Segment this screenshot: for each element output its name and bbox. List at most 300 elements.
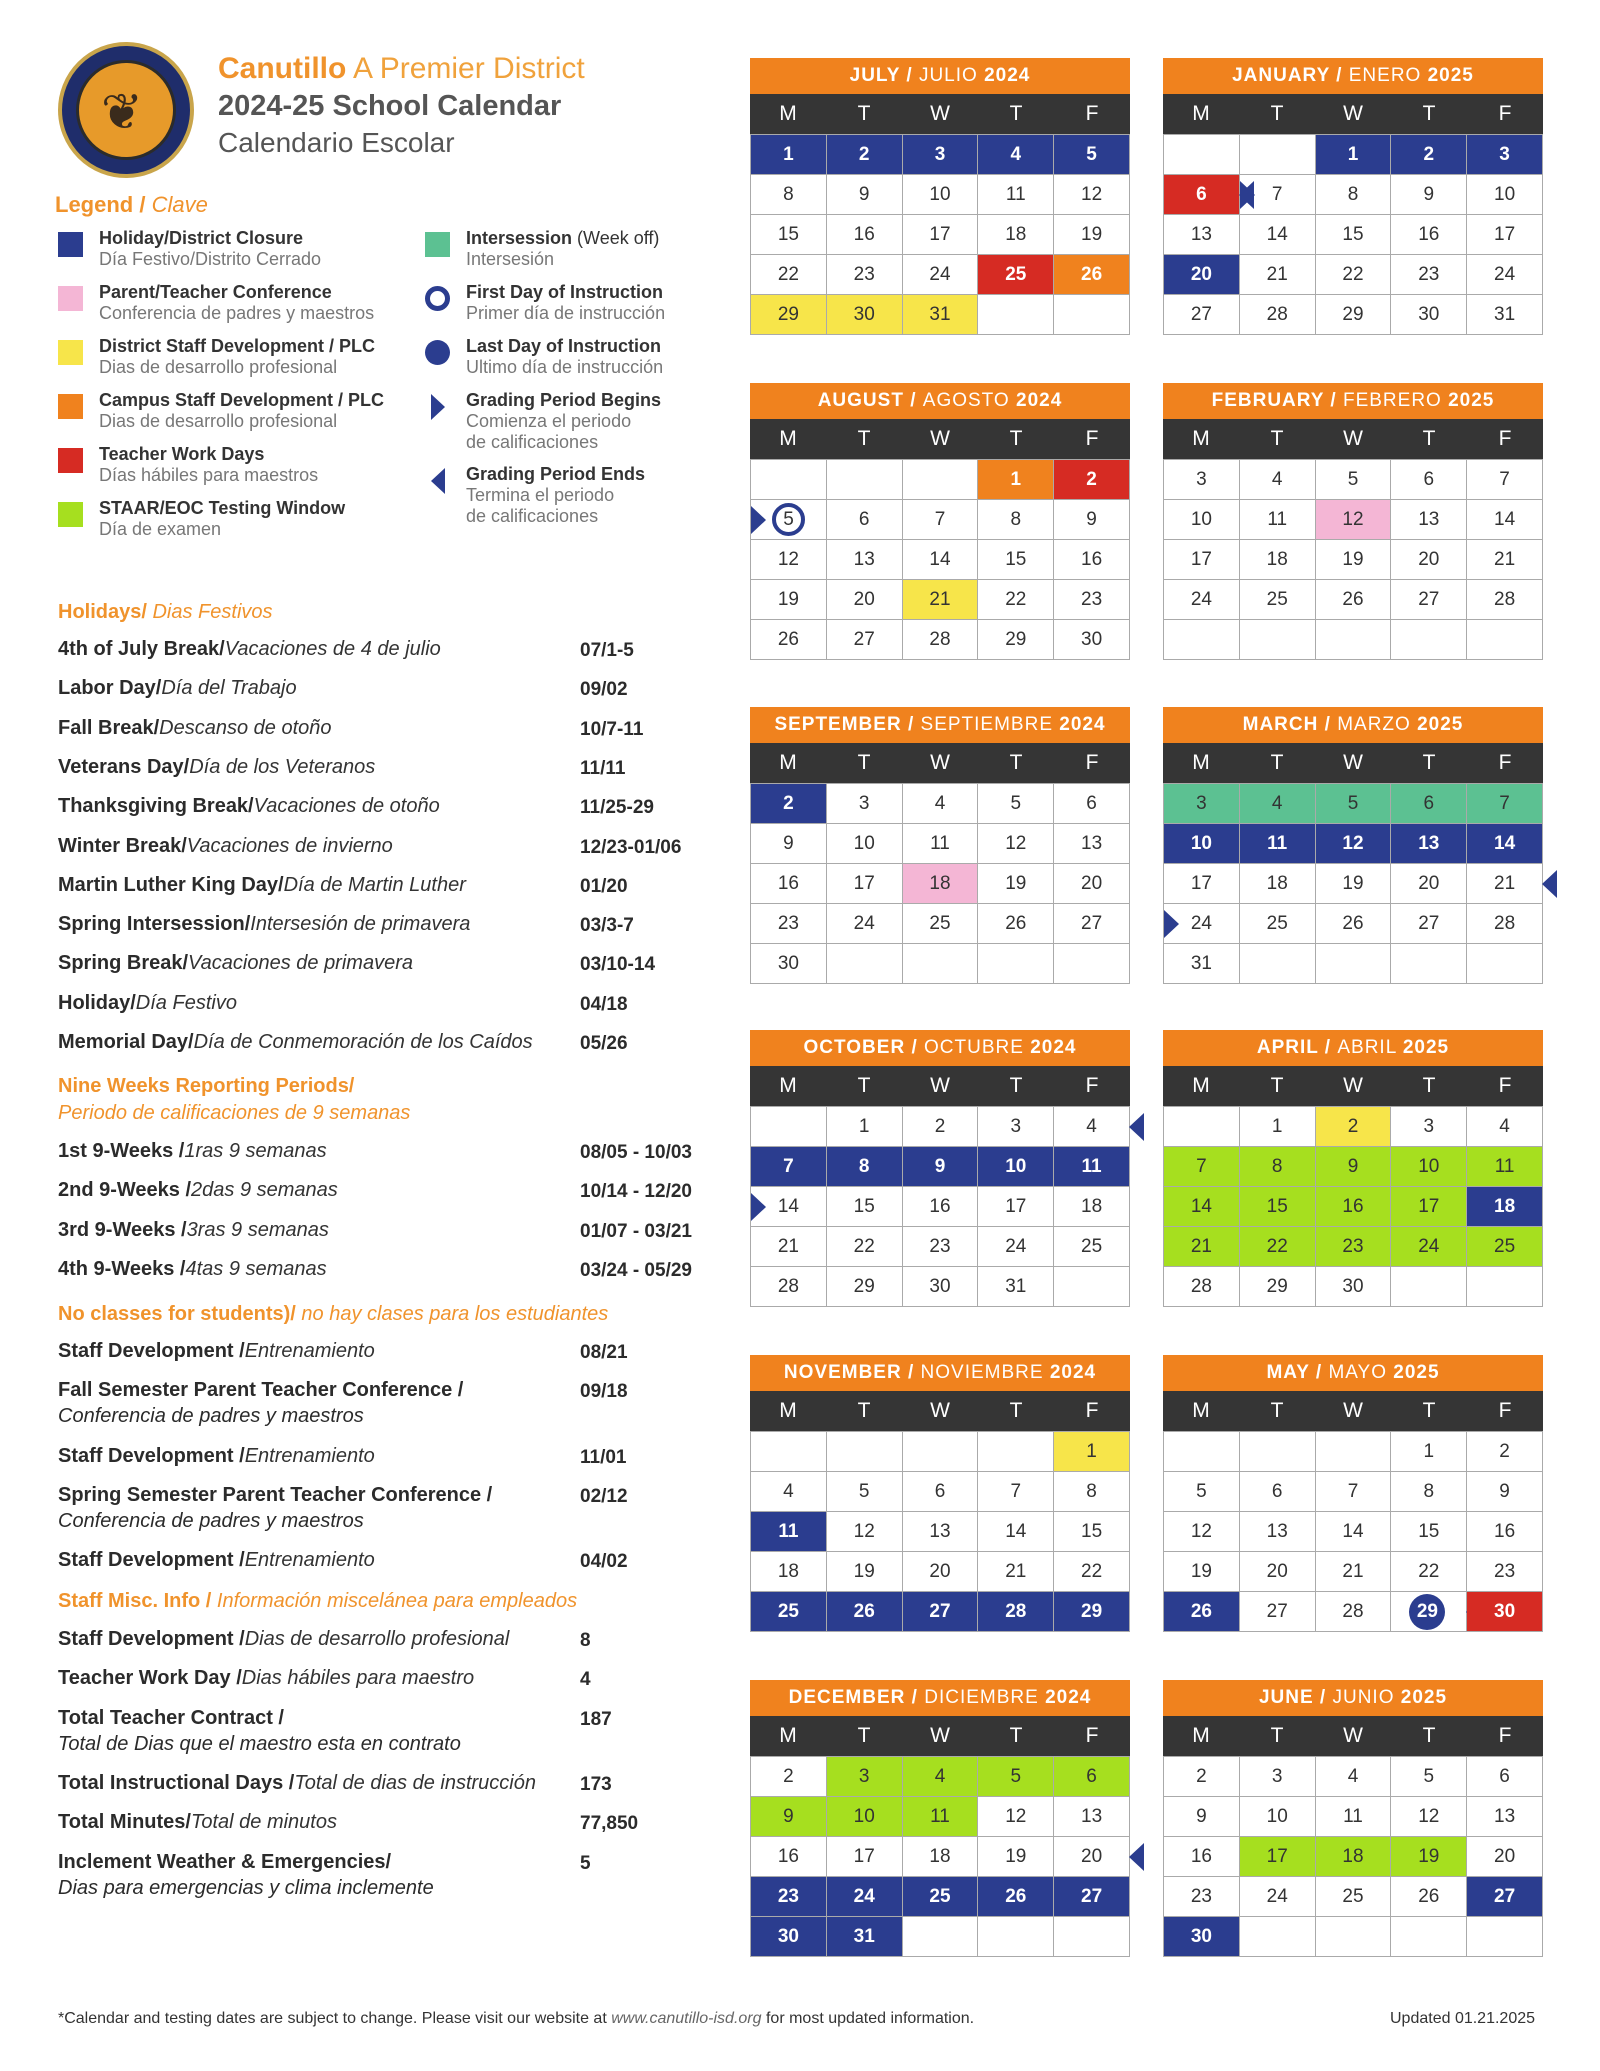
calendar-day[interactable]: 24 [827, 904, 903, 944]
calendar-day[interactable]: 15 [827, 1187, 903, 1227]
calendar-day[interactable]: 8 [1316, 175, 1392, 215]
calendar-day[interactable]: 22 [1316, 255, 1392, 295]
calendar-day[interactable]: 4 [1054, 1107, 1130, 1147]
calendar-day[interactable]: 6 [1391, 460, 1467, 500]
calendar-day[interactable]: 10 [1391, 1147, 1467, 1187]
calendar-day[interactable]: 23 [1467, 1552, 1543, 1592]
calendar-day[interactable]: 22 [827, 1227, 903, 1267]
calendar-day[interactable]: 25 [1467, 1227, 1543, 1267]
calendar-day[interactable]: 22 [1391, 1552, 1467, 1592]
calendar-day[interactable]: 24 [1467, 255, 1543, 295]
calendar-day[interactable]: 11 [1240, 824, 1316, 864]
calendar-day[interactable]: 9 [1054, 500, 1130, 540]
weekday-label: T [857, 1399, 871, 1422]
calendar-day[interactable]: 6 [1467, 1757, 1543, 1797]
calendar-week [1164, 824, 1543, 864]
calendar-day[interactable]: 6 [1054, 784, 1130, 824]
calendar-day[interactable]: 18 [1240, 864, 1316, 904]
calendar-day[interactable]: 4 [978, 135, 1054, 175]
calendar-day[interactable]: 16 [1316, 1187, 1392, 1227]
calendar-day[interactable]: 27 [1391, 904, 1467, 944]
calendar-day[interactable]: 19 [1316, 864, 1392, 904]
calendar-day[interactable]: 21 [978, 1552, 1054, 1592]
calendar-day[interactable]: 19 [1054, 215, 1130, 255]
calendar-day[interactable]: 7 [1316, 1472, 1392, 1512]
legend-label-es: Ultimo día de instrucción [466, 357, 664, 377]
calendar-day[interactable]: 27 [1054, 1877, 1130, 1917]
calendar-day[interactable]: 10 [903, 175, 979, 215]
calendar-day[interactable]: 12 [1164, 1512, 1240, 1552]
calendar-day[interactable]: 7 [751, 1147, 827, 1187]
calendar-day[interactable]: 26 [751, 620, 827, 660]
calendar-day [1467, 1917, 1543, 1957]
calendar-day[interactable]: 18 [903, 864, 979, 904]
calendar-day[interactable]: 19 [1316, 540, 1392, 580]
legend-swatch [58, 502, 83, 527]
calendar-day[interactable]: 5 [1391, 1757, 1467, 1797]
calendar-day[interactable]: 1 [1240, 1107, 1316, 1147]
calendar-day[interactable]: 15 [751, 215, 827, 255]
calendar-day[interactable]: 24 [978, 1227, 1054, 1267]
calendar-day[interactable]: 25 [751, 1592, 827, 1632]
calendar-day[interactable]: 20 [1240, 1552, 1316, 1592]
calendar-day[interactable]: 22 [978, 580, 1054, 620]
calendar-day[interactable]: 9 [1164, 1797, 1240, 1837]
calendar-day[interactable]: 22 [751, 255, 827, 295]
calendar-day[interactable]: 25 [1240, 904, 1316, 944]
calendar-day[interactable]: 16 [903, 1187, 979, 1227]
calendar-day[interactable]: 18 [751, 1552, 827, 1592]
calendar-day[interactable]: 9 [751, 1797, 827, 1837]
calendar-day[interactable]: 23 [751, 1877, 827, 1917]
calendar-day[interactable]: 26 [978, 904, 1054, 944]
calendar-day[interactable]: 2 [1467, 1432, 1543, 1472]
calendar-day[interactable]: 1 [1391, 1432, 1467, 1472]
calendar-day[interactable]: 25 [1054, 1227, 1130, 1267]
calendar-day[interactable]: 1 [978, 460, 1054, 500]
weekday-label: W [1343, 1724, 1363, 1747]
calendar-day[interactable]: 23 [1391, 255, 1467, 295]
calendar-day[interactable]: 14 [1316, 1512, 1392, 1552]
calendar-day[interactable]: 8 [827, 1147, 903, 1187]
calendar-day[interactable]: 13 [1391, 500, 1467, 540]
calendar-day[interactable]: 8 [751, 175, 827, 215]
calendar-day[interactable]: 19 [1164, 1552, 1240, 1592]
calendar-day[interactable]: 29 [1316, 295, 1392, 335]
calendar-day[interactable]: 30 [1054, 620, 1130, 660]
calendar-day[interactable]: 3 [1391, 1107, 1467, 1147]
calendar-day[interactable]: 3 [1164, 460, 1240, 500]
calendar-day[interactable] [1391, 1592, 1467, 1632]
calendar-day[interactable]: 1 [827, 1107, 903, 1147]
calendar-day[interactable]: 20 [827, 580, 903, 620]
calendar-day[interactable]: 11 [903, 824, 979, 864]
month-header: SEPTEMBER / SEPTIEMBRE 2024 [750, 707, 1130, 743]
calendar-day[interactable]: 7 [1467, 784, 1543, 824]
staff-misc-label: Inclement Weather & Emergencies/ [58, 1850, 392, 1873]
calendar-day[interactable]: 27 [1054, 904, 1130, 944]
weekday-header [750, 419, 1130, 459]
calendar-day[interactable]: 21 [1164, 1227, 1240, 1267]
calendar-day[interactable]: 24 [1240, 1877, 1316, 1917]
calendar-day[interactable]: 25 [1240, 580, 1316, 620]
calendar-day[interactable]: 1 [1054, 1432, 1130, 1472]
calendar-day[interactable]: 15 [1054, 1512, 1130, 1552]
calendar-day[interactable]: 18 [1316, 1837, 1392, 1877]
calendar-day[interactable]: 2 [1054, 460, 1130, 500]
calendar-day[interactable]: 24 [1391, 1227, 1467, 1267]
calendar-day[interactable]: 12 [1054, 175, 1130, 215]
calendar-day[interactable]: 11 [1316, 1797, 1392, 1837]
calendar-day[interactable]: 12 [1391, 1797, 1467, 1837]
calendar-day[interactable]: 4 [1240, 784, 1316, 824]
weekday-header [750, 1716, 1130, 1756]
calendar-day[interactable]: 8 [1240, 1147, 1316, 1187]
calendar-day[interactable]: 12 [978, 824, 1054, 864]
calendar-day[interactable]: 21 [1240, 255, 1316, 295]
calendar-day[interactable]: 5 [1316, 460, 1392, 500]
calendar-day[interactable]: 17 [827, 1837, 903, 1877]
calendar-day[interactable]: 3 [827, 1757, 903, 1797]
calendar-day[interactable]: 20 [1467, 1837, 1543, 1877]
weekday-label: T [1270, 751, 1284, 774]
calendar-week [1164, 1512, 1543, 1552]
legend-label: District Staff Development / PLC [99, 336, 376, 356]
calendar-week [751, 1552, 1130, 1592]
calendar-day[interactable]: 6 [903, 1472, 979, 1512]
calendar-day[interactable]: 19 [1391, 1837, 1467, 1877]
calendar-day[interactable]: 14 [903, 540, 979, 580]
calendar-day[interactable]: 2 [1164, 1757, 1240, 1797]
no-classes-value: 02/12 [580, 1485, 628, 1507]
calendar-day[interactable]: 16 [827, 215, 903, 255]
calendar-day[interactable]: 5 [978, 784, 1054, 824]
calendar-day[interactable]: 20 [1391, 540, 1467, 580]
month-calendar [1163, 707, 1543, 984]
calendar-day[interactable]: 8 [1054, 1472, 1130, 1512]
calendar-day[interactable]: 3 [903, 135, 979, 175]
updated-date: Updated 01.21.2025 [1390, 2010, 1536, 2027]
calendar-day[interactable]: 6 [1164, 175, 1240, 215]
calendar-day[interactable]: 10 [827, 1797, 903, 1837]
calendar-week [751, 1187, 1130, 1227]
calendar-day[interactable]: 9 [903, 1147, 979, 1187]
calendar-day[interactable]: 21 [751, 1227, 827, 1267]
calendar-day[interactable]: 18 [978, 215, 1054, 255]
calendar-day[interactable]: 11 [1240, 500, 1316, 540]
calendar-day[interactable]: 4 [903, 784, 979, 824]
website-link[interactable]: www.canutillo-isd.org [611, 2010, 762, 2027]
calendar-day[interactable]: 29 [827, 1267, 903, 1307]
calendar-day[interactable]: 26 [1054, 255, 1130, 295]
calendar-day[interactable]: 31 [903, 295, 979, 335]
calendar-day[interactable]: 11 [978, 175, 1054, 215]
calendar-day[interactable]: 1 [751, 135, 827, 175]
calendar-day[interactable]: 20 [903, 1552, 979, 1592]
calendar-day[interactable]: 16 [1391, 215, 1467, 255]
calendar-day[interactable]: 28 [1316, 1592, 1392, 1632]
calendar-day[interactable]: 10 [827, 824, 903, 864]
calendar-day[interactable]: 15 [1391, 1512, 1467, 1552]
calendar-day[interactable]: 9 [751, 824, 827, 864]
calendar-day[interactable]: 27 [1391, 580, 1467, 620]
calendar-day[interactable]: 18 [1467, 1187, 1543, 1227]
calendar-day[interactable]: 31 [978, 1267, 1054, 1307]
calendar-day[interactable]: 8 [1391, 1472, 1467, 1512]
calendar-day[interactable]: 11 [1467, 1147, 1543, 1187]
calendar-day[interactable]: 29 [751, 295, 827, 335]
calendar-week [1164, 1917, 1543, 1957]
calendar-day[interactable]: 12 [1316, 824, 1392, 864]
calendar-day[interactable]: 11 [1054, 1147, 1130, 1187]
calendar-day[interactable]: 29 [978, 620, 1054, 660]
calendar-day[interactable]: 15 [1316, 215, 1392, 255]
calendar-day[interactable]: 25 [1316, 1877, 1392, 1917]
month-calendar [1163, 1030, 1543, 1307]
calendar-day[interactable]: 7 [978, 1472, 1054, 1512]
calendar-day[interactable]: 14 [1240, 215, 1316, 255]
calendar-day[interactable]: 5 [978, 1757, 1054, 1797]
calendar-day[interactable]: 29 [1054, 1592, 1130, 1632]
calendar-day[interactable]: 19 [751, 580, 827, 620]
calendar-day[interactable]: 21 [903, 580, 979, 620]
calendar-day[interactable]: 15 [978, 540, 1054, 580]
calendar-day[interactable]: 10 [1467, 175, 1543, 215]
calendar-day[interactable]: 26 [1316, 580, 1392, 620]
calendar-day[interactable]: 14 [978, 1512, 1054, 1552]
calendar-day[interactable]: 5 [827, 1472, 903, 1512]
calendar-day[interactable]: 5 [1054, 135, 1130, 175]
calendar-day[interactable]: 5 [1164, 1472, 1240, 1512]
staff-misc-value: 187 [580, 1708, 612, 1730]
calendar-day[interactable]: 19 [978, 1837, 1054, 1877]
calendar-day[interactable]: 3 [1467, 135, 1543, 175]
calendar-day[interactable]: 28 [1164, 1267, 1240, 1307]
calendar-day[interactable]: 2 [903, 1107, 979, 1147]
calendar-day[interactable]: 3 [978, 1107, 1054, 1147]
calendar-day[interactable]: 26 [978, 1877, 1054, 1917]
calendar-day[interactable]: 18 [1240, 540, 1316, 580]
calendar-day[interactable]: 13 [1391, 824, 1467, 864]
calendar-day[interactable]: 30 [1164, 1917, 1240, 1957]
calendar-day[interactable]: 16 [1467, 1512, 1543, 1552]
calendar-day[interactable]: 4 [1240, 460, 1316, 500]
calendar-day[interactable]: 6 [1391, 784, 1467, 824]
calendar-day[interactable]: 8 [978, 500, 1054, 540]
calendar-day [1240, 1917, 1316, 1957]
calendar-day [1054, 1267, 1130, 1307]
calendar-day[interactable]: 10 [1164, 824, 1240, 864]
calendar-day[interactable]: 7 [1467, 460, 1543, 500]
calendar-day[interactable]: 31 [1164, 944, 1240, 984]
calendar-day[interactable]: 9 [1467, 1472, 1543, 1512]
calendar-day[interactable]: 1 [1316, 135, 1392, 175]
calendar-day[interactable]: 28 [978, 1592, 1054, 1632]
calendar-day[interactable]: 9 [1316, 1147, 1392, 1187]
calendar-day[interactable]: 24 [1164, 580, 1240, 620]
calendar-day[interactable]: 23 [1316, 1227, 1392, 1267]
holiday-value: 04/18 [580, 993, 628, 1015]
calendar-day[interactable]: 28 [903, 620, 979, 660]
calendar-day[interactable]: 2 [827, 135, 903, 175]
calendar-day[interactable]: 30 [827, 295, 903, 335]
calendar-day[interactable]: 16 [751, 864, 827, 904]
calendar-day[interactable]: 17 [903, 215, 979, 255]
calendar-week [1164, 295, 1543, 335]
calendar-day[interactable]: 18 [1054, 1187, 1130, 1227]
calendar-day[interactable]: 25 [903, 1877, 979, 1917]
calendar-day[interactable]: 11 [751, 1512, 827, 1552]
calendar-day[interactable]: 17 [1391, 1187, 1467, 1227]
calendar-day[interactable]: 22 [1240, 1227, 1316, 1267]
calendar-day[interactable]: 30 [1467, 1592, 1543, 1632]
calendar-day[interactable]: 17 [978, 1187, 1054, 1227]
calendar-day[interactable]: 13 [903, 1512, 979, 1552]
calendar-day[interactable]: 29 [1240, 1267, 1316, 1307]
calendar-day[interactable]: 30 [1316, 1267, 1392, 1307]
calendar-day[interactable]: 30 [1391, 295, 1467, 335]
calendar-day[interactable]: 31 [827, 1917, 903, 1957]
calendar-day[interactable]: 23 [751, 904, 827, 944]
calendar-day[interactable]: 12 [978, 1797, 1054, 1837]
calendar-day[interactable]: 6 [1240, 1472, 1316, 1512]
calendar-day[interactable]: 12 [827, 1512, 903, 1552]
calendar-day[interactable]: 30 [751, 1917, 827, 1957]
calendar-day[interactable]: 4 [903, 1757, 979, 1797]
calendar-day[interactable]: 27 [1467, 1877, 1543, 1917]
calendar-day[interactable]: 4 [751, 1472, 827, 1512]
calendar-day[interactable]: 16 [751, 1837, 827, 1877]
calendar-day[interactable]: 30 [751, 944, 827, 984]
calendar-day[interactable]: 28 [1467, 904, 1543, 944]
calendar-day[interactable]: 7 [903, 500, 979, 540]
weekday-label: T [1422, 751, 1436, 774]
calendar-day[interactable]: 6 [827, 500, 903, 540]
calendar-day[interactable]: 23 [1054, 580, 1130, 620]
holiday-value: 11/25-29 [580, 797, 654, 819]
calendar-day[interactable]: 19 [827, 1552, 903, 1592]
calendar-day[interactable]: 14 [751, 1187, 827, 1227]
staff-misc-label-es: Total de Dias que el maestro esta en contrato [58, 1732, 461, 1755]
calendar-day[interactable]: 12 [1316, 500, 1392, 540]
calendar-day[interactable]: 28 [1240, 295, 1316, 335]
calendar-day[interactable]: 27 [827, 620, 903, 660]
legend-label-es: Comienza el periodo [466, 411, 632, 431]
calendar-day[interactable]: 14 [1467, 500, 1543, 540]
calendar-day[interactable]: 2 [1391, 135, 1467, 175]
calendar-day[interactable]: 17 [1467, 215, 1543, 255]
calendar-day[interactable]: 10 [1164, 500, 1240, 540]
calendar-day[interactable] [751, 500, 827, 540]
calendar-day[interactable]: 26 [1164, 1592, 1240, 1632]
month-grid [750, 1431, 1130, 1632]
calendar-day[interactable]: 17 [827, 864, 903, 904]
calendar-day[interactable]: 2 [1316, 1107, 1392, 1147]
calendar-day[interactable]: 15 [1240, 1187, 1316, 1227]
calendar-day[interactable]: 13 [827, 540, 903, 580]
calendar-day[interactable]: 25 [978, 255, 1054, 295]
calendar-day[interactable]: 10 [978, 1147, 1054, 1187]
calendar-day[interactable]: 18 [903, 1837, 979, 1877]
calendar-day[interactable]: 12 [751, 540, 827, 580]
calendar-day[interactable]: 21 [1467, 864, 1543, 904]
calendar-day[interactable]: 2 [751, 784, 827, 824]
calendar-day[interactable]: 20 [1164, 255, 1240, 295]
calendar-week [1164, 1267, 1543, 1307]
calendar-day[interactable]: 14 [1467, 824, 1543, 864]
calendar-day[interactable]: 3 [1240, 1757, 1316, 1797]
holiday-value: 01/20 [580, 875, 628, 897]
calendar-day[interactable]: 2 [751, 1757, 827, 1797]
calendar-day[interactable]: 22 [1054, 1552, 1130, 1592]
calendar-day[interactable]: 17 [1164, 540, 1240, 580]
calendar-day[interactable]: 9 [1391, 175, 1467, 215]
staff-misc-value: 4 [580, 1669, 591, 1691]
calendar-day[interactable]: 25 [903, 904, 979, 944]
weekday-label: W [1343, 751, 1363, 774]
calendar-day[interactable]: 14 [1164, 1187, 1240, 1227]
calendar-day[interactable]: 20 [1054, 1837, 1130, 1877]
calendar-day[interactable]: 5 [1316, 784, 1392, 824]
calendar-day[interactable]: 26 [827, 1592, 903, 1632]
calendar-day[interactable]: 21 [1316, 1552, 1392, 1592]
calendar-day[interactable]: 17 [1164, 864, 1240, 904]
calendar-day[interactable]: 20 [1054, 864, 1130, 904]
calendar-day[interactable]: 24 [827, 1877, 903, 1917]
calendar-day[interactable]: 20 [1391, 864, 1467, 904]
calendar-day[interactable]: 26 [1316, 904, 1392, 944]
calendar-day[interactable]: 13 [1164, 215, 1240, 255]
calendar-day[interactable]: 26 [1391, 1877, 1467, 1917]
calendar-day[interactable]: 10 [1240, 1797, 1316, 1837]
calendar-day[interactable]: 27 [903, 1592, 979, 1632]
calendar-day[interactable]: 27 [1164, 295, 1240, 335]
calendar-day[interactable]: 7 [1240, 175, 1316, 215]
month-grid [750, 1756, 1130, 1957]
calendar-day[interactable]: 23 [1164, 1877, 1240, 1917]
calendar-day[interactable]: 24 [1164, 904, 1240, 944]
calendar-day[interactable]: 23 [827, 255, 903, 295]
calendar-day[interactable]: 21 [1467, 540, 1543, 580]
calendar-day[interactable]: 9 [827, 175, 903, 215]
calendar-day[interactable]: 13 [1240, 1512, 1316, 1552]
calendar-day[interactable]: 16 [1164, 1837, 1240, 1877]
calendar-day[interactable]: 4 [1316, 1757, 1392, 1797]
calendar-day[interactable]: 13 [1467, 1797, 1543, 1837]
calendar-day[interactable]: 17 [1240, 1837, 1316, 1877]
calendar-day[interactable]: 16 [1054, 540, 1130, 580]
calendar-day[interactable]: 7 [1164, 1147, 1240, 1187]
calendar-day[interactable]: 24 [903, 255, 979, 295]
calendar-day[interactable]: 31 [1467, 295, 1543, 335]
calendar-day[interactable]: 23 [903, 1227, 979, 1267]
month-grid [1163, 134, 1543, 335]
calendar-day[interactable]: 3 [1164, 784, 1240, 824]
month-header: JULY / JULIO 2024 [750, 58, 1130, 94]
calendar-day[interactable]: 13 [1054, 1797, 1130, 1837]
calendar-day[interactable]: 4 [1467, 1107, 1543, 1147]
calendar-day[interactable]: 30 [903, 1267, 979, 1307]
calendar-day[interactable]: 27 [1240, 1592, 1316, 1632]
calendar-day[interactable]: 19 [978, 864, 1054, 904]
calendar-day[interactable]: 11 [903, 1797, 979, 1837]
calendar-day[interactable]: 28 [1467, 580, 1543, 620]
calendar-day[interactable]: 13 [1054, 824, 1130, 864]
calendar-week [1164, 944, 1543, 984]
calendar-day[interactable]: 3 [827, 784, 903, 824]
calendar-day[interactable]: 6 [1054, 1757, 1130, 1797]
calendar-day[interactable]: 28 [751, 1267, 827, 1307]
